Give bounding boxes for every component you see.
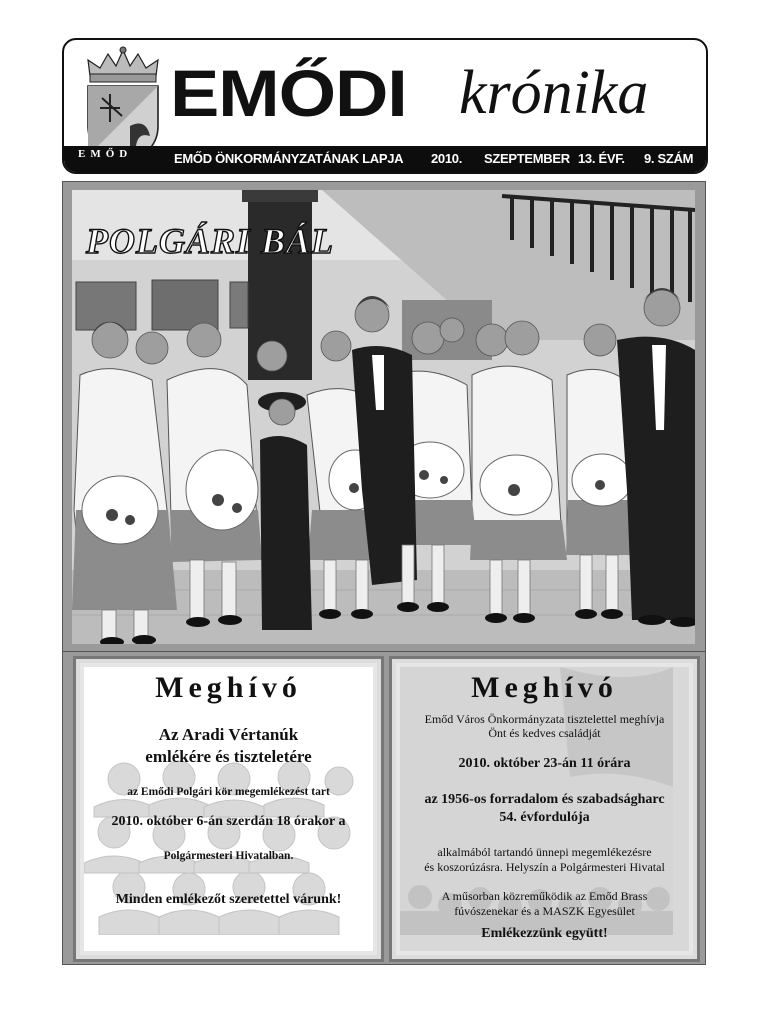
invitation-right (389, 656, 700, 962)
crest-label: EMŐD (78, 148, 133, 160)
invitation-left-line4: 2010. október 6-án szerdán 18 órakor a (111, 814, 346, 829)
invitation-right-line6: alkalmából tartandó ünnepi megemlékezésre (437, 845, 652, 859)
cover-photo (72, 190, 695, 644)
masthead-title: EMŐDI (170, 56, 407, 130)
masthead (62, 38, 708, 174)
invitation-left-line1: Az Aradi Vértanúk (158, 725, 299, 744)
invitation-right-line4: az 1956-os forradalom és szabadságharc (424, 792, 665, 807)
masthead-band (64, 146, 706, 172)
invitation-left-line6: Minden emlékezőt szeretettel várunk! (115, 892, 342, 907)
invitation-right-line7: és koszorúzásra. Helyszín a Polgármesteri Hivatal (424, 860, 665, 874)
issue-volume: 13. ÉVF. (578, 151, 625, 166)
invitation-left-heading: Meghívó (155, 671, 302, 704)
invitation-left-line5: Polgármesteri Hivatalban. (163, 850, 294, 862)
masthead-title-script: krónika (459, 59, 649, 127)
cover-photo-frame (62, 181, 706, 653)
issue-year: 2010. (431, 151, 463, 166)
invitation-right-line3: 2010. október 23-án 11 órára (458, 756, 631, 771)
photo-headline: POLGÁRI BÁL (86, 221, 335, 261)
invitation-right-line2: Önt és kedves családját (488, 726, 601, 740)
invitation-right-line10: Emlékezzünk együtt! (481, 926, 608, 941)
invitation-left (73, 656, 384, 962)
invitation-left-line3: az Emődi Polgári kör megemlékezést tart (127, 786, 330, 798)
invitation-right-line9: fúvószenekar és a MASZK Egyesület (454, 904, 635, 918)
masthead-subtitle: EMŐD ÖNKORMÁNYZATÁNAK LAPJA (174, 151, 404, 166)
issue-month: SZEPTEMBER (484, 151, 570, 166)
invitations-section (62, 651, 706, 965)
invitation-right-heading: Meghívó (471, 671, 618, 704)
invitation-right-line1: Emőd Város Önkormányzata tisztelettel meghívja (424, 712, 665, 726)
invitation-right-line5: 54. évfordulója (499, 810, 590, 825)
invitation-right-line8: A műsorban közreműködik az Emőd Brass (441, 889, 648, 903)
issue-number: 9. SZÁM (644, 151, 694, 166)
invitation-left-line2: emlékére és tiszteletére (145, 747, 312, 766)
